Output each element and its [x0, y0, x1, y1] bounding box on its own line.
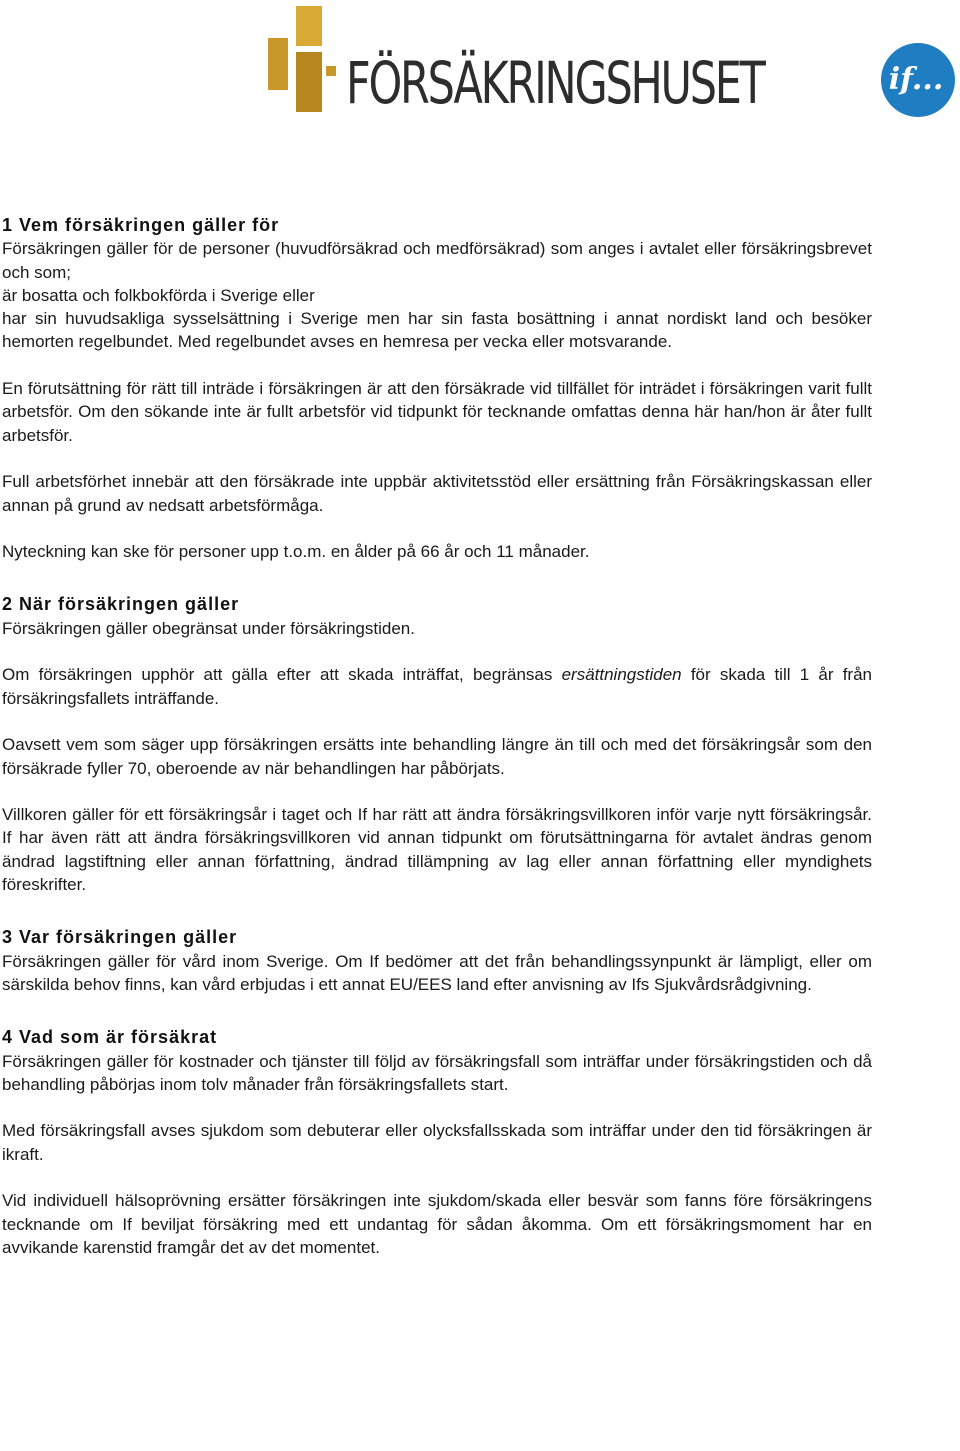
paragraph-line: har sin huvudsakliga sysselsättning i Sverige men har sin fasta bosättning i annat nordiskt land och besöker hemorten regelbundet. Med regelbundet avses en hemresa per vecka eller motsvarande.	[2, 309, 872, 352]
section-4	[2, 1026, 872, 1259]
page-header	[0, 0, 960, 130]
paragraph: Oavsett vem som säger upp försäkringen ersätts inte behandling längre än till och med det försäkringsår som den försäkrade fyller 70, oberoende av när behandlingen har påbörjats.	[2, 735, 872, 778]
paragraph: Villkoren gäller för ett försäkringsår i taget och If har rätt att ändra försäkringsvillkoren inför varje nytt försäkringsår. If har även rätt att ändra försäkringsvillkoren vid annan tidpunkt om förutsättningarna för avtalet ändras genom ändrad lagstiftning eller annan författning, ändrad tillämpning av lag eller annan författning eller myndighets föreskrifter.	[2, 805, 872, 895]
forsakringshuset-wordmark: FÖRSÄKRINGSHUSET	[346, 49, 764, 117]
if-logo-text: if...	[888, 62, 944, 97]
paragraph: Med försäkringsfall avses sjukdom som debuterar eller olycksfallsskada som inträffar under den tid försäkringen är ikraft.	[2, 1121, 872, 1164]
section-1	[2, 214, 872, 563]
section-2	[2, 593, 872, 896]
document-body	[2, 214, 872, 1289]
section-3	[2, 926, 872, 996]
paragraph-line: Försäkringen gäller för de personer (huvudförsäkrad och medförsäkrad) som anges i avtalet eller försäkringsbrevet och som;	[2, 239, 872, 282]
paragraph: Försäkringen gäller för kostnader och tjänster till följd av försäkringsfall som inträffar under försäkringstiden och då behandling påbörjas inom tolv månader från försäkringsfallets start.	[2, 1051, 872, 1094]
paragraph: Full arbetsförhet innebär att den försäkrade inte uppbär aktivitetsstöd eller ersättning från Försäkringskassan eller annan på grund av nedsatt arbetsförmåga.	[2, 472, 872, 515]
paragraph: Vid individuell hälsoprövning ersätter försäkringen inte sjukdom/skada eller besvär som fanns före försäkringens tecknande om If beviljat försäkring med ett undantag för sådan åkomma. Om ett försäkringsmoment har en avvikande karenstid framgår det av det momentet.	[2, 1191, 872, 1257]
section-title: 4 Vad som är försäkrat	[2, 1027, 218, 1048]
paragraph: Försäkringen gäller för vård inom Sverige. Om If bedömer att det från behandlingssynpunkt är lämpligt, eller om särskilda behov finns, kan vård erbjudas i ett annat EU/EES land efter anvisning av Ifs Sjukvårdsrådgivning.	[2, 951, 872, 994]
section-title: 1 Vem försäkringen gäller för	[2, 215, 280, 235]
if-logo-icon	[880, 42, 956, 118]
paragraph-line: är bosatta och folkbokförda i Sverige eller	[2, 285, 315, 305]
paragraph	[2, 237, 872, 353]
paragraph: En förutsättning för rätt till inträde i försäkringen är att den försäkrade vid tillfället för inträdet i försäkringen varit fullt arbetsför. Om den sökande inte är fullt arbetsför vid tidpunkt för tecknande omfattas denna här han/hon är åter fullt arbetsför.	[2, 379, 872, 445]
section-title: 2 När försäkringen gäller	[2, 594, 240, 615]
forsakringshuset-logo-mark-icon	[268, 6, 336, 112]
paragraph: Om försäkringen upphör att gälla efter att skada inträffat, begränsas ersättningstiden för skada till 1 år från försäkringsfallets inträffande.	[2, 665, 872, 708]
paragraph: Nyteckning kan ske för personer upp t.o.m. en ålder på 66 år och 11 månader.	[2, 542, 590, 562]
emphasized-term: ersättningstiden	[561, 665, 682, 685]
paragraph: Försäkringen gäller obegränsat under försäkringstiden.	[2, 618, 415, 638]
section-title: 3 Var försäkringen gäller	[2, 927, 238, 948]
